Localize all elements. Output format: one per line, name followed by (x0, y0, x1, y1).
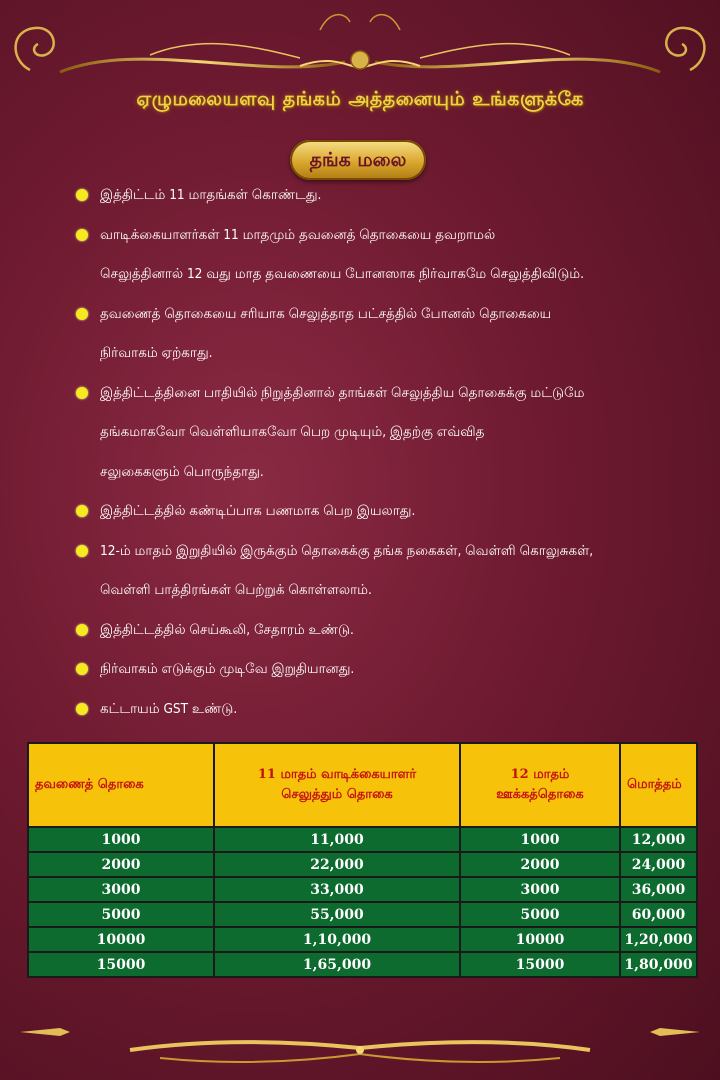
term-item (74, 496, 694, 536)
bullet-dot (76, 703, 88, 715)
table-cell: 22,000 (214, 852, 460, 877)
table-body (28, 827, 697, 977)
term-line: வாடிக்கையாளர்கள் 11 மாதமும் தவனைத் தொகையை தவறாமல் (100, 226, 496, 243)
table-cell: 5000 (460, 902, 620, 927)
scheme-title-badge: தங்க மலை (290, 140, 426, 180)
table-cell: 1,10,000 (214, 927, 460, 952)
term-line: தவணைத் தொகையை சரியாக செலுத்தாத பட்சத்தில் போனஸ் தொகையை (100, 305, 552, 322)
table-cell: 12,000 (620, 827, 697, 852)
table-cell: 2000 (460, 852, 620, 877)
bullet-dot (76, 189, 88, 201)
top-gold-ornament (0, 0, 720, 90)
table-cell: 60,000 (620, 902, 697, 927)
table-cell: 1,65,000 (214, 952, 460, 977)
term-item (74, 220, 694, 299)
header-bonus-amount (460, 743, 620, 827)
bullet-dot (76, 545, 88, 557)
terms-list (74, 180, 694, 733)
table-cell: 1000 (28, 827, 214, 852)
term-item (74, 694, 694, 734)
table-cell: 10000 (28, 927, 214, 952)
header-line: தவணைத் தொகை (35, 777, 144, 792)
header-installment-amount (28, 743, 214, 827)
bullet-dot (76, 387, 88, 399)
table-header-row (28, 743, 697, 827)
term-item (74, 615, 694, 655)
term-item (74, 536, 694, 615)
term-item (74, 180, 694, 220)
term-item (74, 299, 694, 378)
header-customer-payment (214, 743, 460, 827)
table-cell: 11,000 (214, 827, 460, 852)
header-line: 11 மாதம் வாடிக்கையாளர் (257, 767, 417, 782)
term-line: நிர்வாகம் ஏற்காது. (100, 345, 213, 361)
term-line: நிர்வாகம் எடுக்கும் முடிவே இறுதியானது. (100, 661, 355, 677)
table-cell: 24,000 (620, 852, 697, 877)
header-line: செலுத்தும் தொகை (281, 787, 393, 802)
header-line: ஊக்கத்தொகை (496, 787, 584, 802)
term-line: இத்திட்டம் 11 மாதங்கள் கொண்டது. (100, 187, 322, 203)
table-cell: 15000 (460, 952, 620, 977)
term-line: கட்டாயம் GST உண்டு. (100, 700, 238, 717)
table-cell: 1000 (460, 827, 620, 852)
term-line: இத்திட்டத்தில் செய்கூலி, சேதாரம் உண்டு. (100, 621, 354, 638)
table-row (28, 877, 697, 902)
table-cell: 2000 (28, 852, 214, 877)
table-cell: 1,80,000 (620, 952, 697, 977)
bullet-dot (76, 663, 88, 675)
header-total (620, 743, 697, 827)
table-row (28, 902, 697, 927)
table-cell: 33,000 (214, 877, 460, 902)
term-item (74, 654, 694, 694)
table-row (28, 827, 697, 852)
table-row (28, 852, 697, 877)
table-cell: 1,20,000 (620, 927, 697, 952)
table-cell: 36,000 (620, 877, 697, 902)
term-line: சலுகைகளும் பொருந்தாது. (100, 463, 264, 480)
table-cell: 5000 (28, 902, 214, 927)
installment-table (27, 742, 698, 978)
table-row (28, 952, 697, 977)
bullet-dot (76, 308, 88, 320)
term-line: வெள்ளி பாத்திரங்கள் பெற்றுக் கொள்ளலாம். (100, 582, 372, 598)
table-cell: 55,000 (214, 902, 460, 927)
term-line: இத்திட்டத்தில் கண்டிப்பாக பணமாக பெற இயலாது. (100, 503, 416, 519)
header-line: மொத்தம் (627, 777, 682, 792)
table-cell: 3000 (460, 877, 620, 902)
term-line: தங்கமாகவோ வெள்ளியாகவோ பெற முடியும், இதற்கு எவ்வித (100, 424, 485, 440)
table-cell: 10000 (460, 927, 620, 952)
term-line: இத்திட்டத்தினை பாதியில் நிறுத்தினால் தாங்கள் செலுத்திய தொகைக்கு மட்டுமே (100, 384, 585, 401)
bottom-gold-ornament (0, 1010, 720, 1080)
bullet-dot (76, 505, 88, 517)
table-cell: 3000 (28, 877, 214, 902)
term-line: செலுத்தினால் 12 வது மாத தவணையை போனஸாக நிர்வாகமே செலுத்திவிடும். (100, 266, 585, 282)
table-cell: 15000 (28, 952, 214, 977)
term-item (74, 378, 694, 497)
bullet-dot (76, 229, 88, 241)
headline: ஏழுமலையளவு தங்கம் அத்தனையும் உங்களுக்கே (136, 88, 584, 110)
bullet-dot (76, 624, 88, 636)
table-row (28, 927, 697, 952)
term-line: 12-ம் மாதம் இறுதியில் இருக்கும் தொகைக்கு தங்க நகைகள், வெள்ளி கொலுசுகள், (100, 542, 594, 559)
header-line: 12 மாதம் (510, 767, 570, 782)
